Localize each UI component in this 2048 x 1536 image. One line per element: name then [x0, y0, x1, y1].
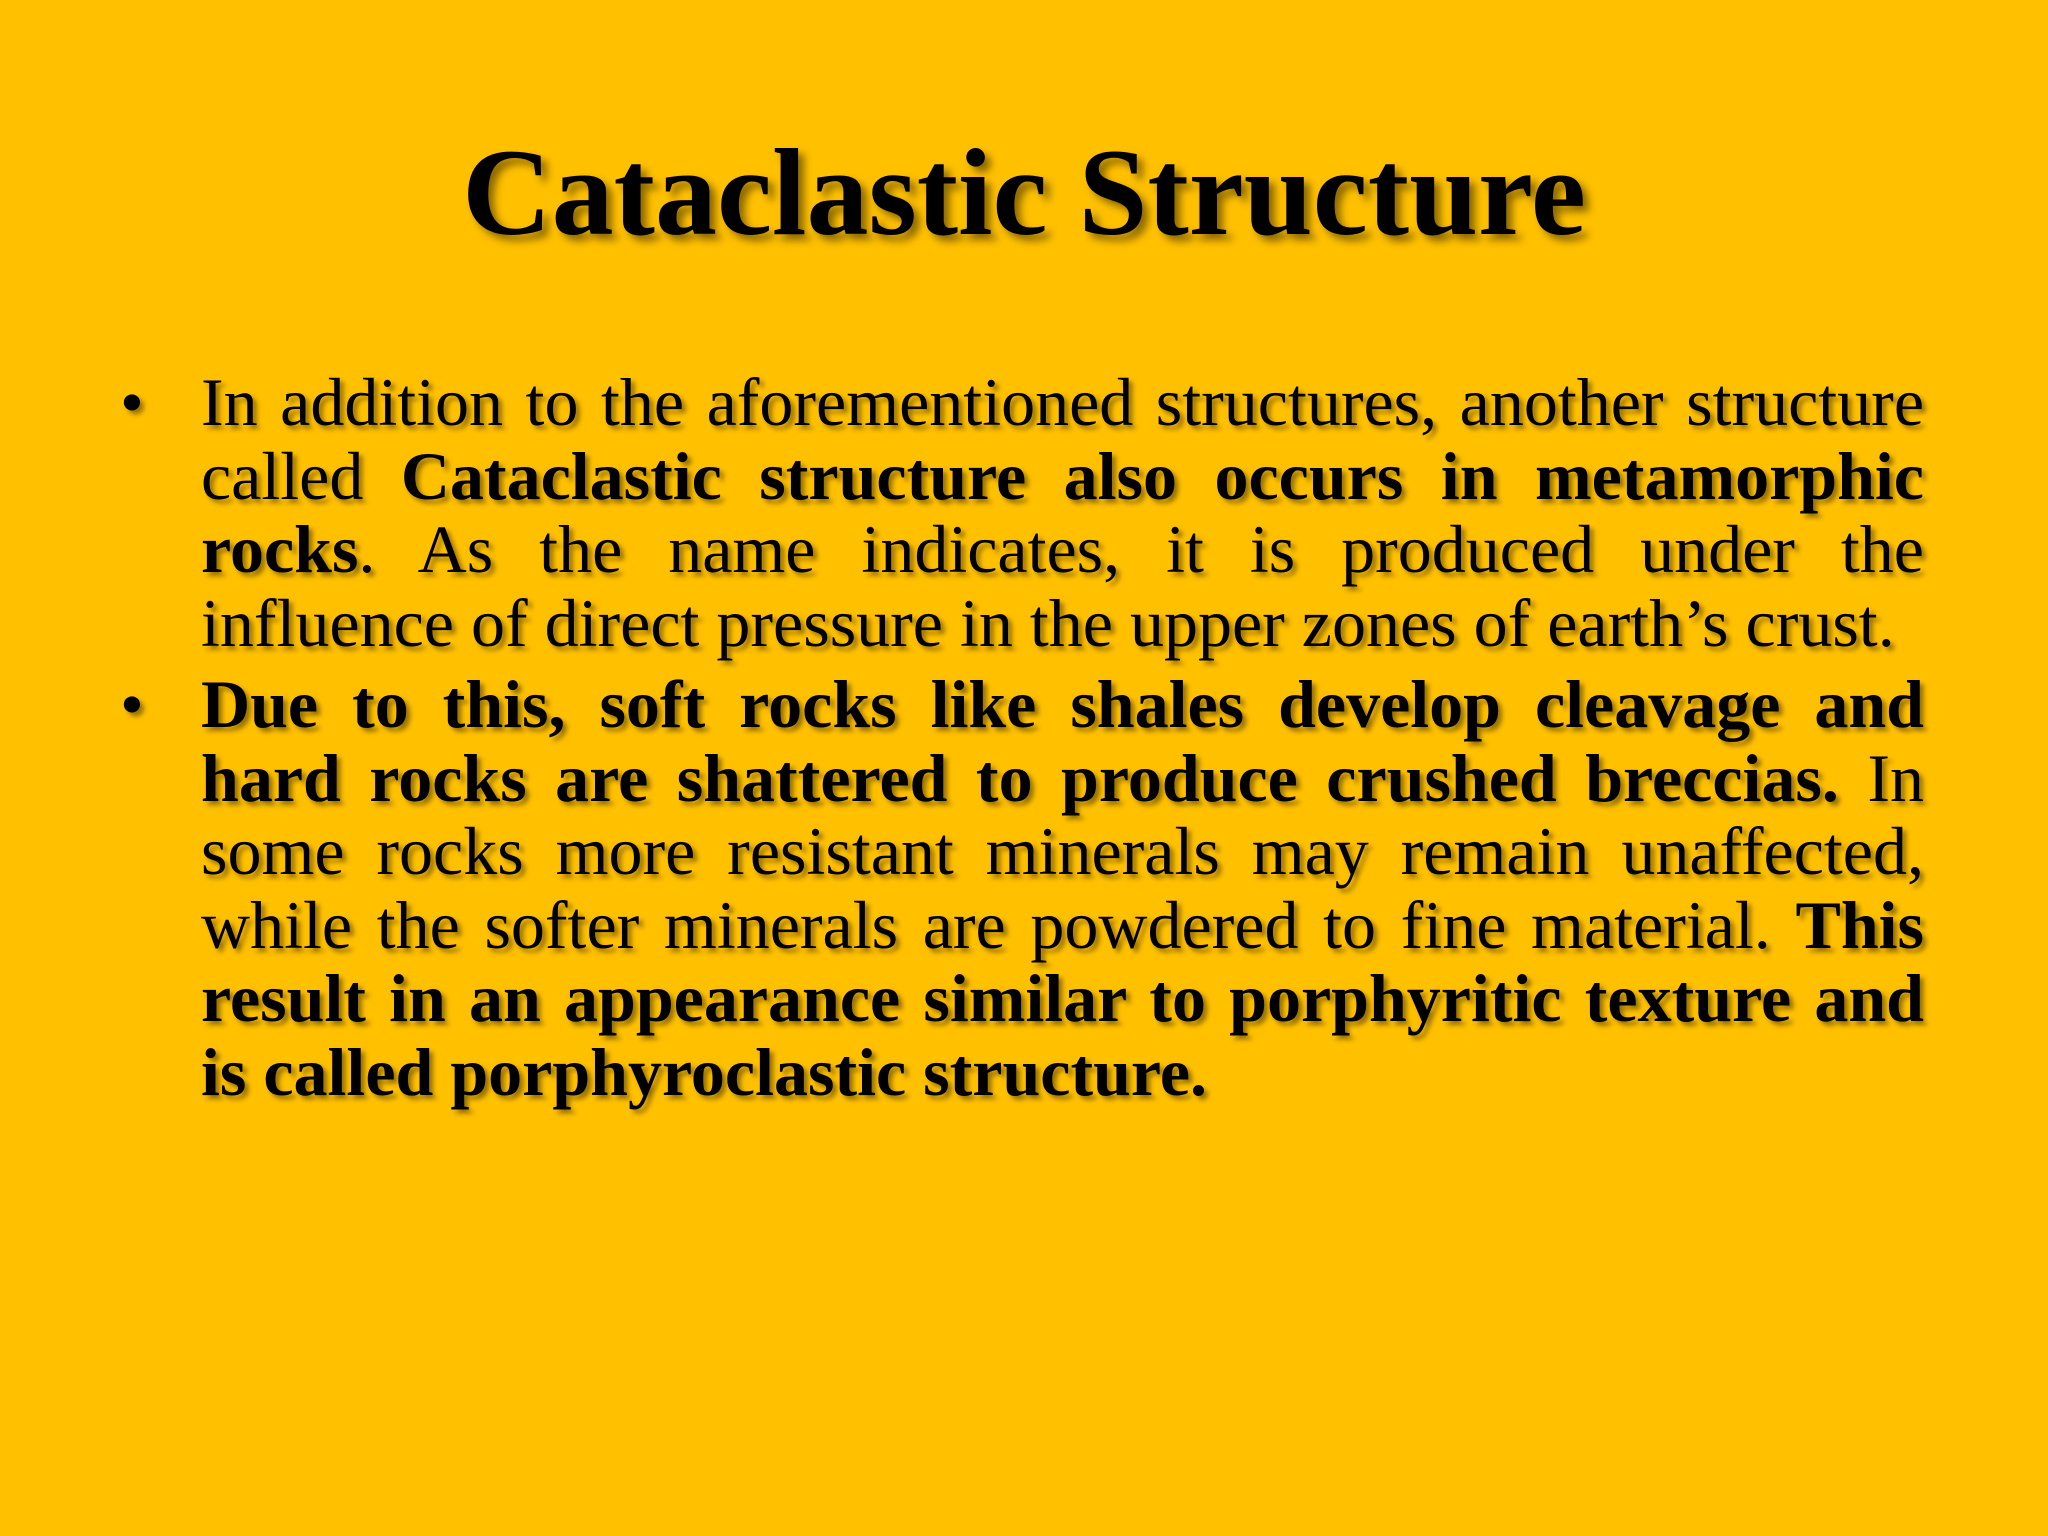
bullet-text-segment: Due to this, soft rocks like shales develop cleavage and hard rocks are shattered to produce crushed breccias. — [201, 666, 1924, 816]
bullet-text-segment: Cataclastic structure also occurs in metamorphic rocks — [201, 437, 1924, 587]
bullet-text-segment: In addition to the aforementioned structures, another structure called — [201, 364, 1924, 514]
bullet-list — [118, 366, 1924, 1117]
bullet-text-segment: This result in an appearance similar to porphyritic texture and is called porphyroclastic structure. — [201, 886, 1924, 1110]
bullet-item — [118, 668, 1924, 1109]
slide-title: Cataclastic Structure — [462, 124, 1586, 261]
bullet-text-segment: . As the name indicates, it is produced under the influence of direct pressure in the upper zones of earth’s crust. — [201, 511, 1924, 661]
bullet-item — [118, 366, 1924, 660]
bullet-icon: • — [120, 364, 144, 440]
bullet-text-segment: In some rocks more resistant minerals may remain unaffected, while the softer minerals are powdered to fine material. — [201, 739, 1924, 963]
bullet-icon: • — [120, 666, 144, 742]
